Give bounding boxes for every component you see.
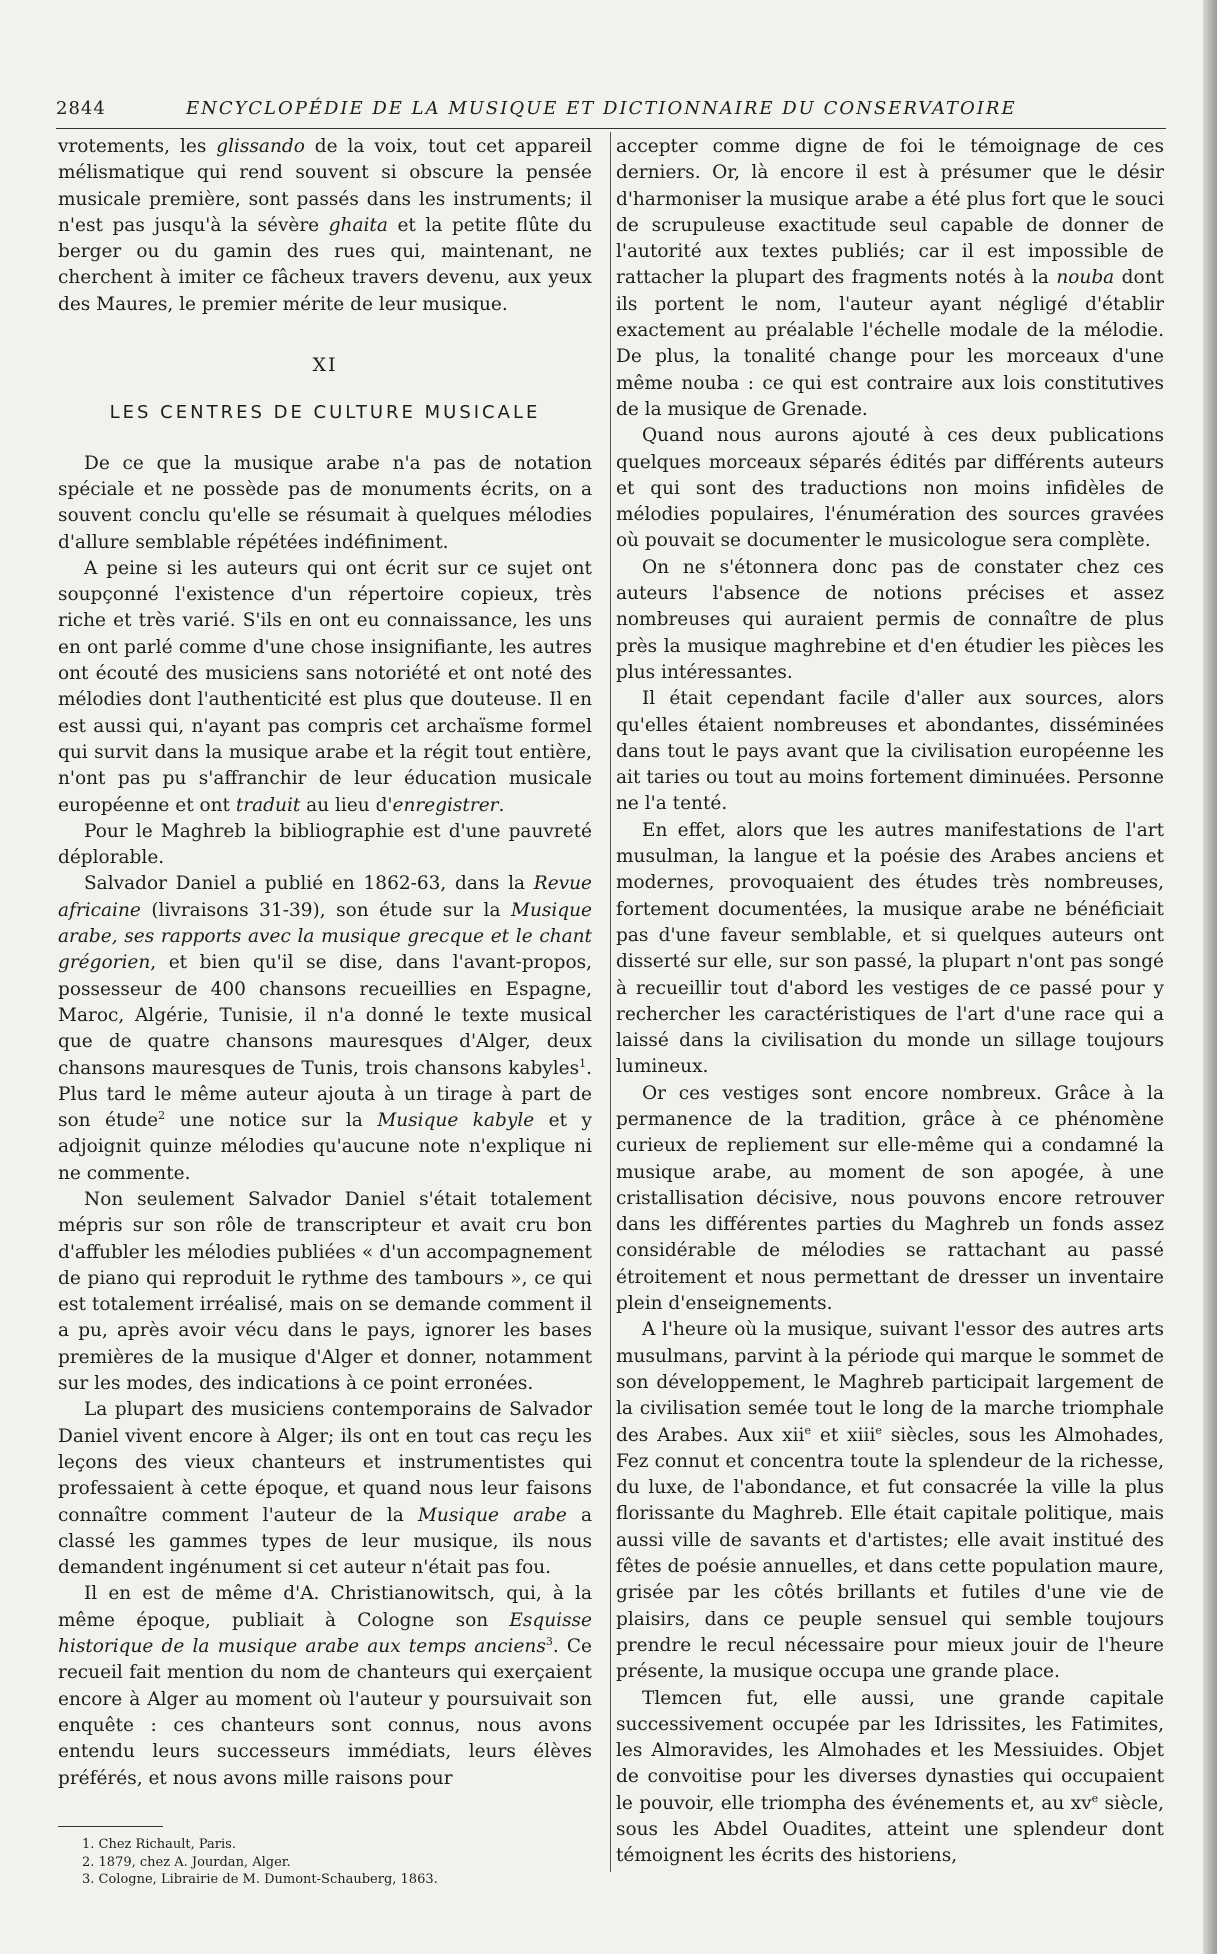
paragraph	[58, 556, 592, 819]
text-run: vrotements, les	[58, 136, 217, 157]
text-run: A l'heure où la musique, suivant l'essor des autres arts musulmans, parvint à la période qui marque le sommet de son développement, le Maghreb participait largement de la civilisation semée tout le long de la marche triomphale des Arabes. Aux xii	[616, 1319, 1165, 1446]
text-run: Tlemcen fut, elle aussi, une grande capitale successivement occupée par les Idrissites, les Fatimites, les Almoravides, les Almohades et les Messiuides. Objet de convoitise pour les diverses dynasties qui occupaient le pouvoir, elle triompha des événements et, au xv	[616, 1687, 1164, 1814]
italic-term: ghaita	[328, 214, 388, 236]
italic-term: traduit	[235, 794, 301, 816]
running-header	[56, 98, 1166, 124]
footnote-rule	[58, 1826, 163, 1827]
italic-title: Esquisse historique de la musique arabe aux temps anciens	[58, 1609, 592, 1658]
footnote-ref: 1	[579, 1056, 587, 1070]
italic-title: Revue africaine	[58, 873, 592, 921]
paragraph	[616, 1686, 1164, 1870]
footnote-ref: 2	[158, 1108, 166, 1122]
italic-term: nouba	[1056, 267, 1115, 289]
text-run: . Ce recueil fait mention du nom de chanteurs qui exerçaient encore à Alger au moment où l'auteur y poursuivait son enquête : ces chanteurs sont connus, nous avons entendu leurs successeurs immédiats, leurs élèves préférés, et nous avons mille raisons pour	[58, 1636, 592, 1789]
text-run: de la voix, tout cet appareil mélismatique qui rend souvent si obscure la pensée musicale première, sont passés dans les instruments; il n'est pas jusqu'à la sévère	[58, 136, 592, 236]
text-run: (livraisons 31-39), son étude sur la	[140, 899, 512, 921]
text-run: une notice sur la	[165, 1110, 378, 1132]
text-run: accepter comme digne de foi le témoignage de ces derniers. Or, là encore il est à présumer que le désir d'harmoniser la musique arabe a été plus fort que le souci de scrupuleuse exactitude seul capable de donner de l'autorité aux textes publiés; car il est impossible de rattacher la plupart des fragments notés à la	[616, 136, 1164, 289]
ordinal-suffix: e	[804, 1423, 811, 1437]
column-divider	[610, 132, 611, 1872]
page-number: 2844	[56, 98, 106, 119]
left-column	[58, 134, 592, 1792]
text-run: Salvador Daniel a publié en 1862-63, dans la	[84, 873, 534, 895]
footnote-ref: 3	[545, 1634, 553, 1648]
ordinal-suffix: e	[875, 1423, 882, 1437]
text-run: . Plus tard le même auteur ajouta à un tirage à part de son étude	[58, 1057, 592, 1132]
paragraph: Or ces vestiges sont encore nombreux. Grâce à la permanence de la tradition, grâce à ce phénomène curieux de repliement sur elle-même qui a condamné la musique arabe, au moment de son apogée, à une cristallisation décisive, nous pouvons encore retrouver dans les différentes parties du Maghreb un fonds assez considérable de mélodies se rattachant au passé étroitement et nous permettant de dresser un inventaire plein d'enseignements.	[616, 1082, 1164, 1315]
paragraph	[58, 1397, 592, 1581]
text-run: dont ils portent le nom, l'auteur ayant négligé d'établir exactement au préalable l'échelle modale de la mélodie. De plus, la tonalité change pour les morceaux d'une même nouba : ce qui est contraire aux lois constitutives de la musique de Grenade.	[616, 267, 1164, 420]
text-run: au lieu d'	[300, 794, 393, 816]
paragraph: Pour le Maghreb la bibliographie est d'une pauvreté déplorable.	[58, 820, 592, 869]
running-title: ENCYCLOPÉDIE DE LA MUSIQUE ET DICTIONNAIRE DU CONSERVATOIRE	[186, 98, 1017, 119]
italic-term: glissando	[216, 136, 305, 157]
footnotes	[82, 1836, 582, 1889]
paragraph	[58, 871, 592, 1187]
text-run: et y adjoignit quinze mélodies qu'aucune note n'explique ni ne commente.	[58, 1110, 593, 1184]
text-run: a classé les gammes types de leur musique, ils nous demandent ingénument si cet auteur n'était pas fou.	[58, 1504, 592, 1579]
header-rule	[56, 128, 1166, 129]
footnote: 1. Chez Richault, Paris.	[82, 1837, 236, 1852]
text-run: Il en est de même d'A. Christianowitsch, qui, à la même époque, publiait à Cologne son	[58, 1583, 592, 1631]
paragraph	[616, 1317, 1164, 1685]
paragraph: De ce que la musique arabe n'a pas de notation spéciale et ne possède pas de monuments écrits, on a souvent conclu qu'elle se résumait à quelques mélodies d'allure semblable répétées indéfiniment.	[58, 452, 592, 553]
text-run: A peine si les auteurs qui ont écrit sur ce sujet ont soupçonné l'existence d'un répertoire copieux, très riche et très varié. S'ils en ont eu connaissance, les uns en ont parlé comme d'une chose insignifiante, les autres ont écouté des musiciens sans notoriété et ont noté des mélodies dont l'authenticité est plus que douteuse. Il en est aussi qui, n'ayant pas compris cet archaïsme formel qui survit dans la musique arabe et la régit tout entière, n'ont pas pu s'affranchir de leur éducation musicale européenne et ont	[58, 557, 592, 816]
text-run: .	[498, 794, 505, 816]
paragraph	[58, 1581, 592, 1791]
italic-title: Musique arabe	[417, 1504, 567, 1526]
text-run: siècles, sous les Almohades, Fez connut et concentra toute la splendeur de la richesse, du luxe, de l'abondance, et fut consacrée la ville la plus florissante du Maghreb. Elle était capitale politique, mais aussi ville de savants et d'artistes; elle avait institué des fêtes de poésie annuelles, et dans cette population maure, grisée par les côtés brillants et futiles d'une vie de plaisirs, dans ce peuple sensuel qui semble toujours prendre le recul nécessaire pour mieux jouir de l'heure présente, la musique occupa une grande place.	[616, 1424, 1165, 1683]
text-run: et xiii	[810, 1424, 876, 1446]
footnote: 2. 1879, chez A. Jourdan, Alger.	[82, 1854, 291, 1870]
paragraph: Quand nous aurons ajouté à ces deux publications quelques morceaux séparés édités par différents auteurs et qui sont des traductions non moins infidèles de mélodies populaires, l'énumération des sources gravées où pouvait se documenter le musicologue sera complète.	[616, 425, 1164, 552]
footnote: 3. Cologne, Librairie de M. Dumont-Schauberg, 1863.	[82, 1872, 438, 1887]
italic-title: Musique arabe, ses rapports avec la musique grecque et le chant grégorien	[58, 899, 592, 974]
paragraph: Non seulement Salvador Daniel s'était totalement mépris sur son rôle de transcripteur et avait cru bon d'affubler les mélodies publiées « d'un accompagnement de piano qui reproduit le rythme des tambours », ce qui est totalement irréalisé, mais on se demande comment il a pu, après avoir vécu dans le pays, ignorer les bases premières de la musique d'Alger et donner, notamment sur les modes, des indications à ce point erronées.	[58, 1188, 592, 1395]
right-column	[616, 134, 1164, 1870]
paragraph	[58, 134, 592, 318]
section-heading: LES CENTRES DE CULTURE MUSICALE	[109, 402, 541, 424]
text-run: La plupart des musiciens contemporains de Salvador Daniel vivent encore à Alger; ils ont en tout cas reçu les leçons des vieux chanteurs et instrumentistes qui professaient à cette époque, et quand nous leur faisons connaître comment l'auteur de la	[58, 1399, 592, 1526]
text-run: siècle, sous les Abdel Ouadites, atteint une splendeur dont témoignent les écrits des historiens,	[616, 1792, 1164, 1867]
paragraph: En effet, alors que les autres manifestations de l'art musulman, la langue et la poésie des Arabes anciens et modernes, provoquaient des études très nombreuses, fortement documentées, la musique arabe ne bénéficiait pas d'une faveur semblable, et si quelques auteurs ont disserté sur elle, sur son passé, la plupart n'ont pas songé à recueillir tout d'abord les vestiges de ce passé pour y rechercher les caractéristiques de l'art d'une race qui a laissé dans la civilisation du monde un sillage toujours lumineux.	[616, 819, 1164, 1078]
section-number: XI	[312, 354, 338, 377]
paragraph: On ne s'étonnera donc pas de constater chez ces auteurs l'absence de notions précises et assez nombreuses qui auraient permis de connaître de plus près la musique maghrebine et d'en étudier les pièces les plus intéressantes.	[616, 556, 1164, 683]
paragraph: Il était cependant facile d'aller aux sources, alors qu'elles étaient nombreuses et abondantes, disséminées dans tout le pays avant que la civilisation européenne les ait taries ou tout au moins fortement diminuées. Personne ne l'a tenté.	[616, 688, 1164, 815]
italic-title: Musique kabyle	[377, 1110, 535, 1132]
page-edge	[1203, 0, 1217, 1954]
italic-term: enregistrer	[392, 794, 499, 816]
ordinal-suffix: e	[1091, 1791, 1099, 1805]
text-run: et la petite flûte du berger ou du gamin des rues qui, maintenant, ne cherchent à imiter ce fâcheux travers devenu, aux yeux des Maures, le premier mérite de leur musique.	[58, 214, 593, 315]
paragraph	[616, 134, 1164, 423]
text-run: , et bien qu'il se dise, dans l'avant-propos, possesseur de 400 chansons recueillies en Espagne, Maroc, Algérie, Tunisie, il n'a donné le texte musical que de quatre chansons mauresques d'Alger, deux chansons mauresques de Tunis, trois chansons kabyles	[58, 952, 592, 1079]
